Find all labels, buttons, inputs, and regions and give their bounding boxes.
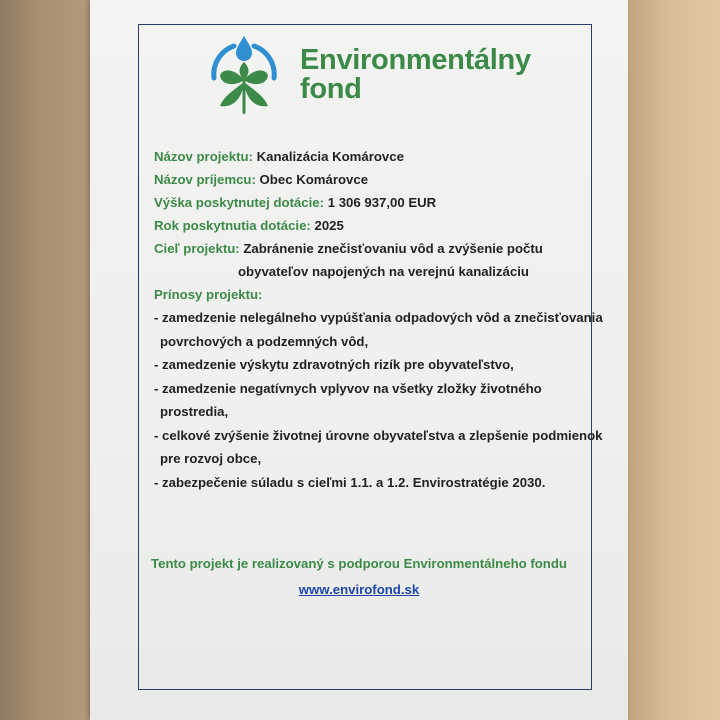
- project-name-label: Názov projektu:: [154, 149, 253, 164]
- year-label: Rok poskytnutia dotácie:: [154, 218, 311, 233]
- year-row: [154, 214, 594, 237]
- recipient-label: Názov príjemcu:: [154, 172, 256, 187]
- benefits-label: Prínosy projektu:: [154, 287, 263, 302]
- notice-sheet: [90, 0, 628, 720]
- benefit-item: - zamedzenie negatívnych vplyvov na všetky zložky životného: [154, 380, 542, 396]
- goal-line-2: obyvateľov napojených na verejnú kanalizáciu: [238, 264, 529, 279]
- wooden-door-right: [628, 0, 720, 720]
- benefit-item-continuation: prostredia,: [160, 404, 229, 419]
- brand-name: [300, 46, 531, 104]
- benefit-item: - celkové zvýšenie životnej úrovne obyvateľstva a zlepšenie podmienok: [154, 427, 603, 443]
- goal-line-1: Zabránenie znečisťovaniu vôd a zvýšenie počtu: [243, 241, 543, 256]
- benefit-item: - zamedzenie výskytu zdravotných rizík pre obyvateľstvo,: [154, 357, 514, 372]
- year-value: 2025: [314, 218, 344, 233]
- brand-line-2: fond: [300, 73, 362, 105]
- amount-value: 1 306 937,00 EUR: [327, 195, 437, 210]
- project-details: [154, 145, 603, 494]
- recipient-row: [154, 168, 594, 191]
- drop-and-leaves-logo-icon: [204, 34, 284, 116]
- benefit-item-continuation: povrchových a podzemných vôd,: [160, 333, 369, 349]
- project-name-row: [154, 145, 594, 168]
- brand-line-1: Environmentálny: [300, 44, 531, 76]
- benefit-item: - zabezpečenie súladu s cieľmi 1.1. a 1.2. Envirostratégie 2030.: [154, 474, 546, 490]
- amount-row: [154, 191, 594, 214]
- recipient-value: Obec Komárovce: [259, 172, 369, 187]
- support-statement: Tento projekt je realizovaný s podporou Environmentálneho fondu: [151, 556, 567, 571]
- goal-row: [154, 237, 594, 260]
- amount-label: Výška poskytnutej dotácie:: [154, 195, 325, 210]
- project-name-value: Kanalizácia Komárovce: [256, 149, 404, 164]
- goal-label: Cieľ projektu:: [154, 241, 240, 256]
- benefit-item-continuation: pre rozvoj obce,: [160, 451, 262, 466]
- website-link[interactable]: www.envirofond.sk: [298, 582, 420, 597]
- benefit-item: - zamedzenie nelegálneho vypúšťania odpadových vôd a znečisťovania: [154, 310, 603, 325]
